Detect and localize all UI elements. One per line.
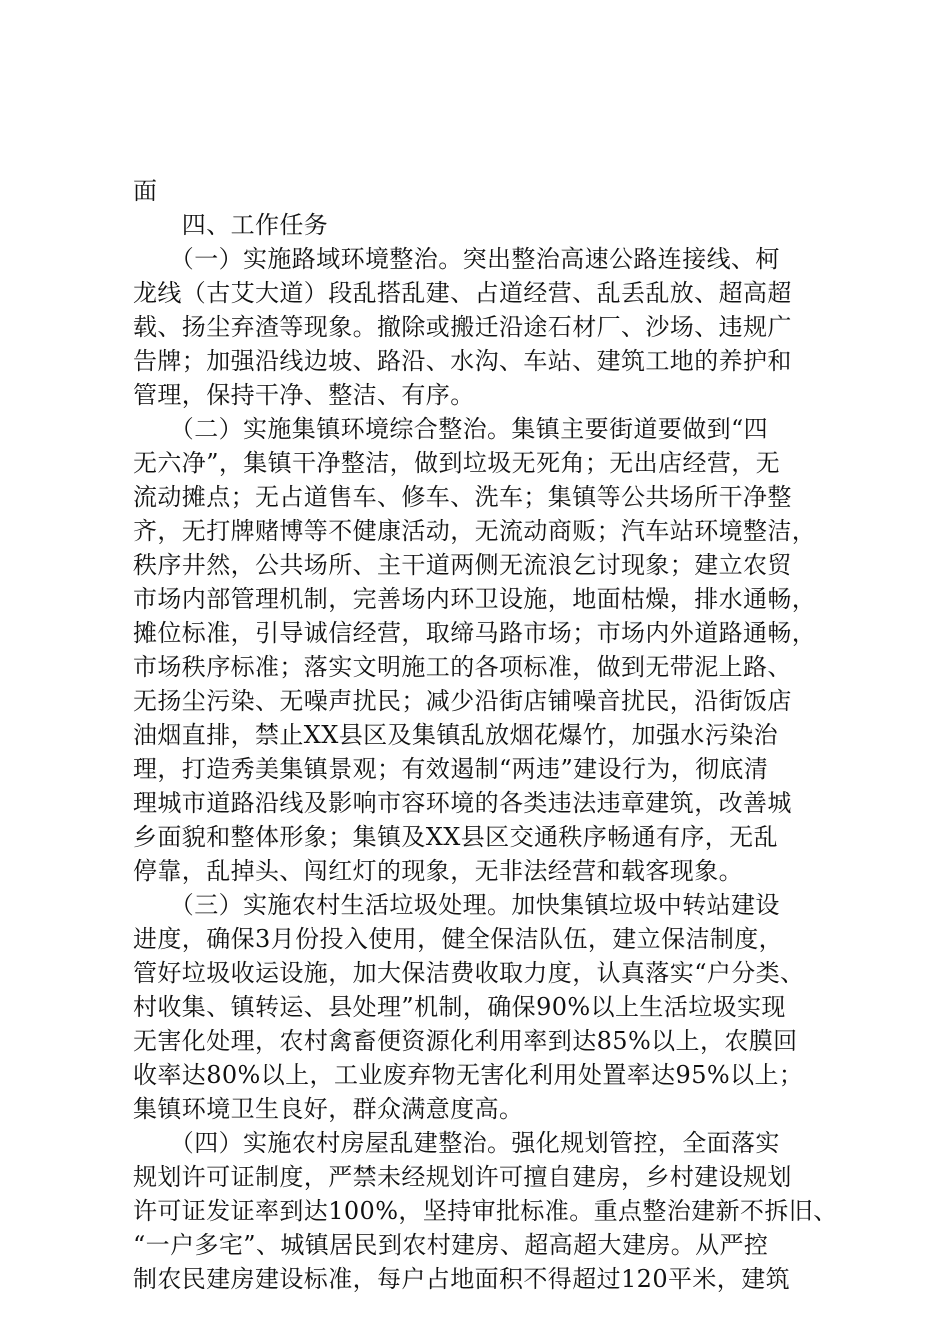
text-line: 村收集、镇转运、县处理”机制，确保90%以上生活垃圾实现: [133, 993, 786, 1021]
text-line: （一）实施路域环境整治。突出整治高速公路连接线、柯: [133, 245, 780, 273]
text-line: 乡面貌和整体形象；集镇及XX县区交通秩序畅通有序，无乱: [133, 823, 778, 851]
text-line: 制农民建房建设标准，每户占地面积不得超过120平米，建筑: [133, 1265, 791, 1293]
text-line: “一户多宅”、城镇居民到农村建房、超高超大建房。从严控: [133, 1231, 769, 1259]
text-line: 理，打造秀美集镇景观；有效遏制“两违”建设行为，彻底清: [133, 755, 769, 783]
text-line: 面: [133, 177, 158, 205]
text-line: 载、扬尘弃渣等现象。撤除或搬迁沿途石材厂、沙场、违规广: [133, 313, 792, 341]
text-line: 收率达80%以上，工业废弃物无害化利用处置率达95%以上；: [133, 1061, 804, 1089]
text-line: 摊位标准，引导诚信经营，取缔马路市场；市场内外道路通畅，: [133, 619, 817, 647]
text-line: 规划许可证制度，严禁未经规划许可擅自建房，乡村建设规划: [133, 1163, 792, 1191]
text-line: 秩序井然，公共场所、主干道两侧无流浪乞讨现象；建立农贸: [133, 551, 792, 579]
text-line: 流动摊点；无占道售车、修车、洗车；集镇等公共场所干净整: [133, 483, 792, 511]
text-line: 无扬尘污染、无噪声扰民；减少沿街店铺噪音扰民，沿街饭店: [133, 687, 792, 715]
text-line: 无害化处理，农村禽畜便资源化利用率到达85%以上，农膜回: [133, 1027, 798, 1055]
text-line: （二）实施集镇环境综合整治。集镇主要街道要做到“四: [133, 415, 769, 443]
text-line: 齐，无打牌赌博等不健康活动，无流动商贩；汽车站环境整洁，: [133, 517, 817, 545]
section-heading: 四、工作任务: [133, 211, 329, 239]
text-line: 无六净”，集镇干净整洁，做到垃圾无死角；无出店经营，无: [133, 449, 781, 477]
text-line: 市场内部管理机制，完善场内环卫设施，地面枯燥，排水通畅，: [133, 585, 817, 613]
text-line: （四）实施农村房屋乱建整治。强化规划管控，全面落实: [133, 1129, 780, 1157]
text-line: 市场秩序标准；落实文明施工的各项标准，做到无带泥上路、: [133, 653, 792, 681]
text-line: 油烟直排，禁止XX县区及集镇乱放烟花爆竹，加强水污染治: [133, 721, 778, 749]
text-line: （三）实施农村生活垃圾处理。加快集镇垃圾中转站建设: [133, 891, 780, 919]
text-line: 集镇环境卫生良好，群众满意度高。: [133, 1095, 524, 1123]
text-line: 管好垃圾收运设施，加大保洁费收取力度，认真落实“户分类、: [133, 959, 805, 987]
text-line: 理城市道路沿线及影响市容环境的各类违法违章建筑，改善城: [133, 789, 792, 817]
text-line: 停靠，乱掉头、闯红灯的现象，无非法经营和载客现象。: [133, 857, 743, 885]
text-line: 龙线（古艾大道）段乱搭乱建、占道经营、乱丢乱放、超高超: [133, 279, 792, 307]
text-line: 管理，保持干净、整洁、有序。: [133, 381, 475, 409]
text-line: 告牌；加强沿线边坡、路沿、水沟、车站、建筑工地的养护和: [133, 347, 792, 375]
text-line: 许可证发证率到达100%，坚持审批标准。重点整治建新不拆旧、: [133, 1197, 838, 1225]
text-line: 进度，确保3月份投入使用，健全保洁队伍，建立保洁制度，: [133, 925, 784, 953]
